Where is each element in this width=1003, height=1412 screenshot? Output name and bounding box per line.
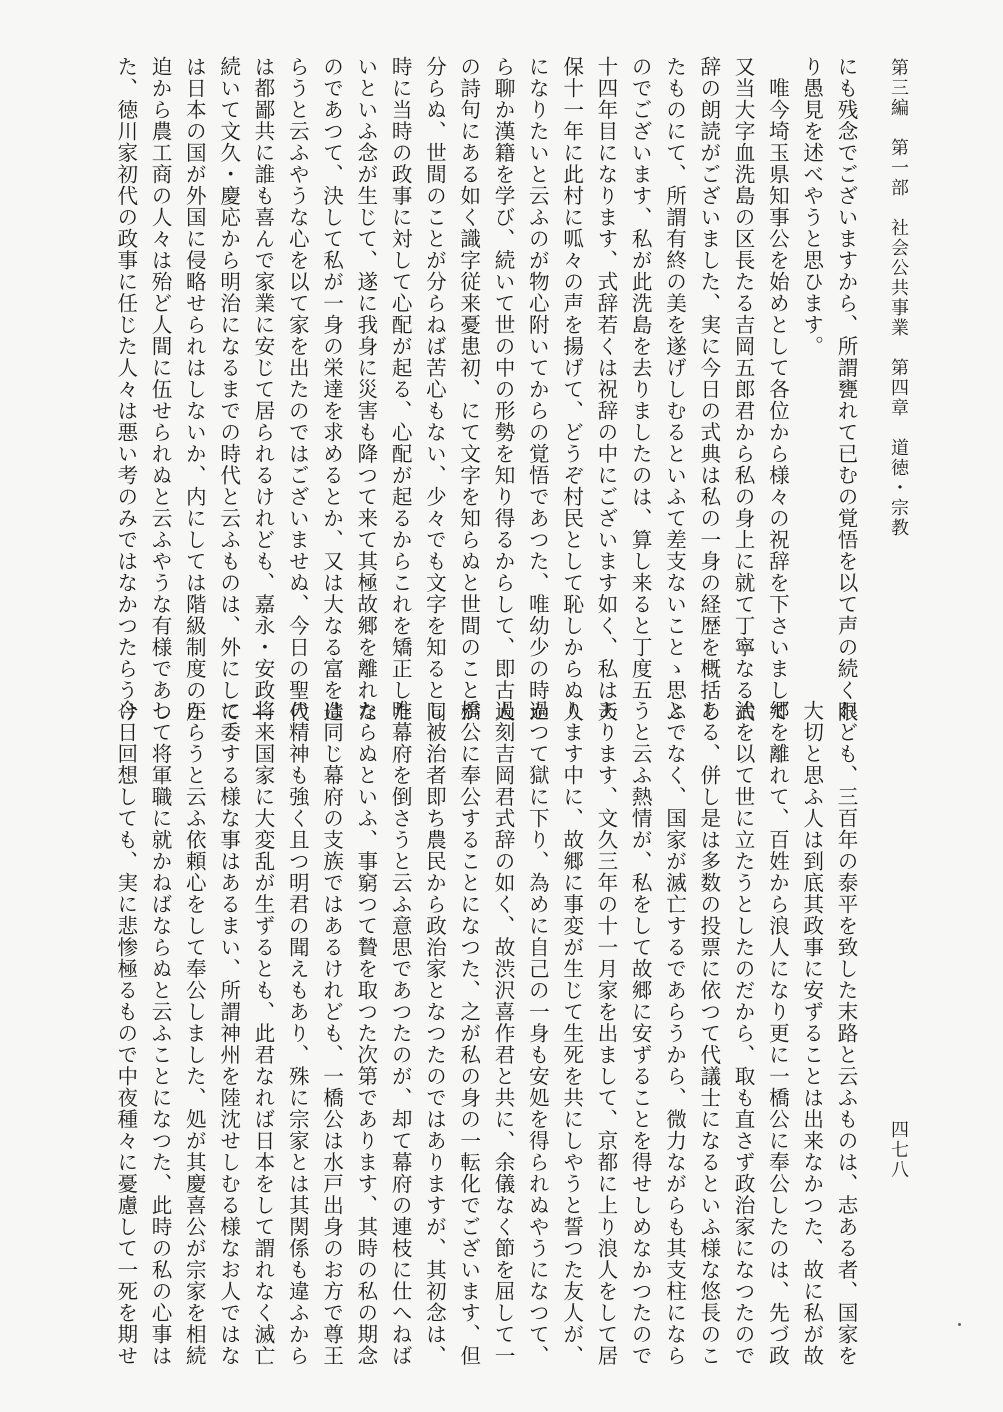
text-column: らうと云ふやうな心を以て家を出たのではございませぬ、今日の聖代 [285, 56, 310, 723]
text-column: た、徳川家初代の政事に任じた人々は悪い考のみではなかつたらうけ [113, 56, 138, 723]
text-column: のでございます、私が此洗島を去りましたのは、算し来ると丁度五 [628, 56, 653, 701]
text-column: 唯幕府を倒さうと云ふ意思であつたのが、却て幕府の連枝に仕へねば [388, 700, 413, 1367]
text-column: は日本の国が外国に侵略せられはしないか、内にしては階級制度の圧 [182, 56, 207, 723]
text-block-top [113, 56, 863, 726]
text-column: 続いて文久・慶応から明治になるまでの時代と云ふものは、外にして [216, 56, 241, 723]
text-block-bottom [113, 700, 863, 1367]
text-column: 治を以て世に立たうとしたのだから、取も直さず政治家になつたので [731, 700, 756, 1367]
text-column: からうと云ふ依頼心をして奉公しました、処が其慶喜公が宗家を相続 [182, 700, 207, 1367]
text-column: 又当大字血洗島の区長たる吉岡五郎君から私の身上に就て丁寧なる式 [731, 56, 756, 723]
text-column: たものにて、所謂有終の美を遂げしむるといふて差支ないことゝ思ふ [662, 56, 687, 723]
text-column: に委する様な事はあるまい、所謂神州を陸沈せしむる様なお人ではな [216, 700, 241, 1367]
text-column: ら聊か漢籍を学び、続いて世の中の形勢を知り得るからして、即古人 [491, 56, 516, 723]
running-header: 第三編 第一部 社会公共事業 第四章 道徳・宗教 [888, 58, 909, 538]
text-column: 郷を離れて、百姓から浪人になり更に一橋公に奉公したのは、先づ政 [765, 700, 790, 1367]
text-column: ります中に、故郷に事変が生じて生死を共にしやうと誓つた友人が、 [559, 700, 584, 1367]
text-column: にも残念でございますから、所謂甕れて已むの覚悟を以て声の続く限 [834, 56, 858, 723]
text-column: 大切と思ふ人は到底其政事に安ずることは出来なかつた、故に私が故 [799, 700, 824, 1367]
text-column: になりたいと云ふのが物心附いてからの覚悟であつた、唯幼少の時か [525, 56, 550, 723]
text-column: 今日回想しても、実に悲惨極るもので中夜種々に憂慮して一死を期せ [113, 700, 138, 1367]
paper-speck [958, 1323, 961, 1326]
text-column: あります、文久三年の十一月家を出まして、京都に上り浪人をして居 [593, 700, 618, 1367]
text-column: いといふ念が生じて、遂に我身に災害も降つて来て其極故郷を離れた [353, 56, 378, 723]
text-column: 保十一年に此村に呱々の声を揚げて、どうぞ村民として恥しからぬ人 [559, 56, 584, 723]
text-column: 迫から農工商の人々は殆ど人間に伍せられぬと云ふやうな有様であつ [148, 56, 173, 723]
text-column: し被治者即ち農民から政治家となつたのではありますが、其初念は、 [422, 700, 447, 1367]
text-column: は都鄙共に誰も喜んで家業に安じて居られるけれども、嘉永・安政― [250, 56, 275, 726]
text-column: 将来国家に大変乱が生ずるとも、此君なれば日本をして謂れなく滅亡 [250, 700, 275, 1367]
text-column: 十四年目になります、式辞若くは祝辞の中にございます如く、私は天 [593, 56, 618, 723]
text-column: 唯今埼玉県知事公を始めとして各位から様々の祝辞を下さいまして [765, 56, 790, 723]
text-column: の詩句にある如く識字従来憂患初、にて文字を知らぬと世間のことが [456, 56, 481, 723]
text-column: ある、併し是は多数の投票に依つて代議士になるといふ様な悠長のこ [696, 700, 721, 1367]
text-column: 時に当時の政事に対して心配が起る、心配が起るからこれを矯正した [388, 56, 413, 723]
text-column: の精神も強く且つ明君の聞えもあり、殊に宗家とは其関係も違ふから [285, 700, 310, 1367]
text-column: 分らぬ、世間のことが分らねば苦心もない、少々でも文字を知ると同 [422, 56, 447, 723]
text-column: うと云ふ熱情が、私をして故郷に安ずることを得せしめなかつたので [628, 700, 653, 1367]
page-number: 四七八 [888, 1120, 909, 1180]
text-column: 過刻吉岡君式辞の如く、故渋沢喜作君と共に、余儀なく節を屈して一 [491, 700, 516, 1367]
text-column: 橋公に奉公することになつた、之が私の身の一転化でございます、但 [456, 700, 481, 1367]
text-column: れども、三百年の泰平を致した末路と云ふものは、志ある者、国家を [834, 700, 858, 1367]
text-column: 過つて獄に下り、為めに自己の一身も安処を得られぬやうになつて、 [525, 700, 550, 1367]
text-column: は同じ幕府の支族ではあるけれども、一橋公は水戸出身のお方で尊王 [319, 700, 344, 1367]
text-column: り愚見を述べやうと思ひます。 [799, 56, 824, 357]
text-column: のであつて、決して私が一身の栄達を求めるとか、又は大なる富を造 [319, 56, 344, 723]
text-column: 辞の朗読がございました、実に今日の式典は私の一身の経歴を概括し [696, 56, 721, 723]
text-column: とでなく、国家が滅亡するであらうから、微力ながらも其支柱になら [662, 700, 687, 1367]
text-column: ならぬといふ、事窮つて贄を取つた次第であります、其時の私の期念 [353, 700, 378, 1367]
text-column: して将軍職に就かねばならぬと云ふことになつた、此時の私の心事は [148, 700, 173, 1367]
